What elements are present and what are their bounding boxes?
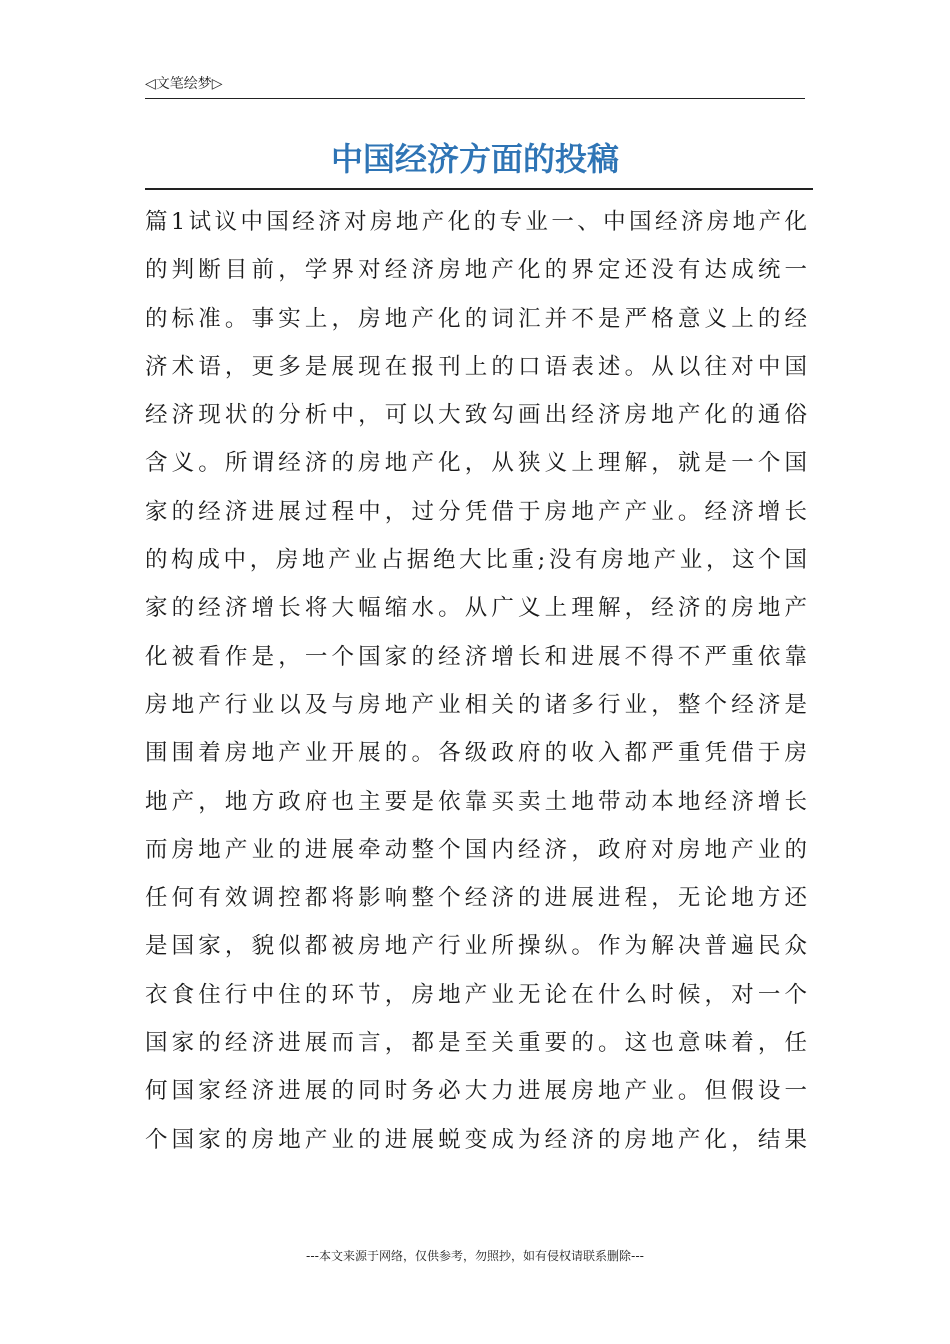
body-line: 经济现状的分析中，可以大致勾画出经济房地产化的通俗 bbox=[145, 402, 807, 429]
body-line: 国家的经济进展而言，都是至关重要的。这也意味着，任 bbox=[145, 1030, 807, 1057]
body-line: 家的经济进展过程中，过分凭借于房地产产业。经济增长 bbox=[145, 498, 807, 525]
body-line: 而房地产业的进展牵动整个国内经济，政府对房地产业的 bbox=[145, 836, 807, 863]
body-line: 房地产行业以及与房地产业相关的诸多行业，整个经济是 bbox=[145, 691, 807, 718]
body-line: 个国家的房地产业的进展蜕变成为经济的房地产化，结果 bbox=[145, 1126, 807, 1153]
body-line: 的判断目前，学界对经济房地产化的界定还没有达成统一 bbox=[145, 257, 807, 284]
document-body bbox=[145, 198, 807, 1164]
body-line: 含义。所谓经济的房地产化，从狭义上理解，就是一个国 bbox=[145, 450, 807, 477]
document-title: 中国经济方面的投稿 bbox=[330, 140, 619, 178]
body-line: 任何有效调控都将影响整个经济的进展进程，无论地方还 bbox=[145, 885, 807, 912]
body-line: 围围着房地产业开展的。各级政府的收入都严重凭借于房 bbox=[145, 740, 807, 767]
body-line: 化被看作是，一个国家的经济增长和进展不得不严重依靠 bbox=[145, 643, 807, 670]
body-line: 的构成中，房地产业占据绝大比重;没有房地产业，这个国 bbox=[145, 547, 807, 574]
page-header bbox=[145, 74, 805, 99]
body-line: 的标准。事实上，房地产化的词汇并不是严格意义上的经 bbox=[145, 305, 807, 332]
body-line: 家的经济增长将大幅缩水。从广义上理解，经济的房地产 bbox=[145, 595, 807, 622]
header-brand: ◁文笔绘梦▷ bbox=[145, 76, 223, 92]
body-line: 是国家，貌似都被房地产行业所操纵。作为解决普遍民众 bbox=[145, 933, 807, 960]
body-line: 篇1试议中国经济对房地产化的专业一、中国经济房地产化 bbox=[145, 209, 807, 235]
body-line: 衣食住行中住的环节，房地产业无论在什么时候，对一个 bbox=[145, 981, 807, 1008]
body-line: 何国家经济进展的同时务必大力进展房地产业。但假设一 bbox=[145, 1078, 807, 1105]
body-line: 济术语，更多是展现在报刊上的口语表述。从以往对中国 bbox=[145, 353, 807, 380]
page-footer-disclaimer: ---本文来源于网络，仅供参考，勿照抄，如有侵权请联系删除--- bbox=[306, 1249, 644, 1263]
title-divider bbox=[145, 188, 813, 190]
body-line: 地产，地方政府也主要是依靠买卖土地带动本地经济增长 bbox=[145, 788, 807, 815]
